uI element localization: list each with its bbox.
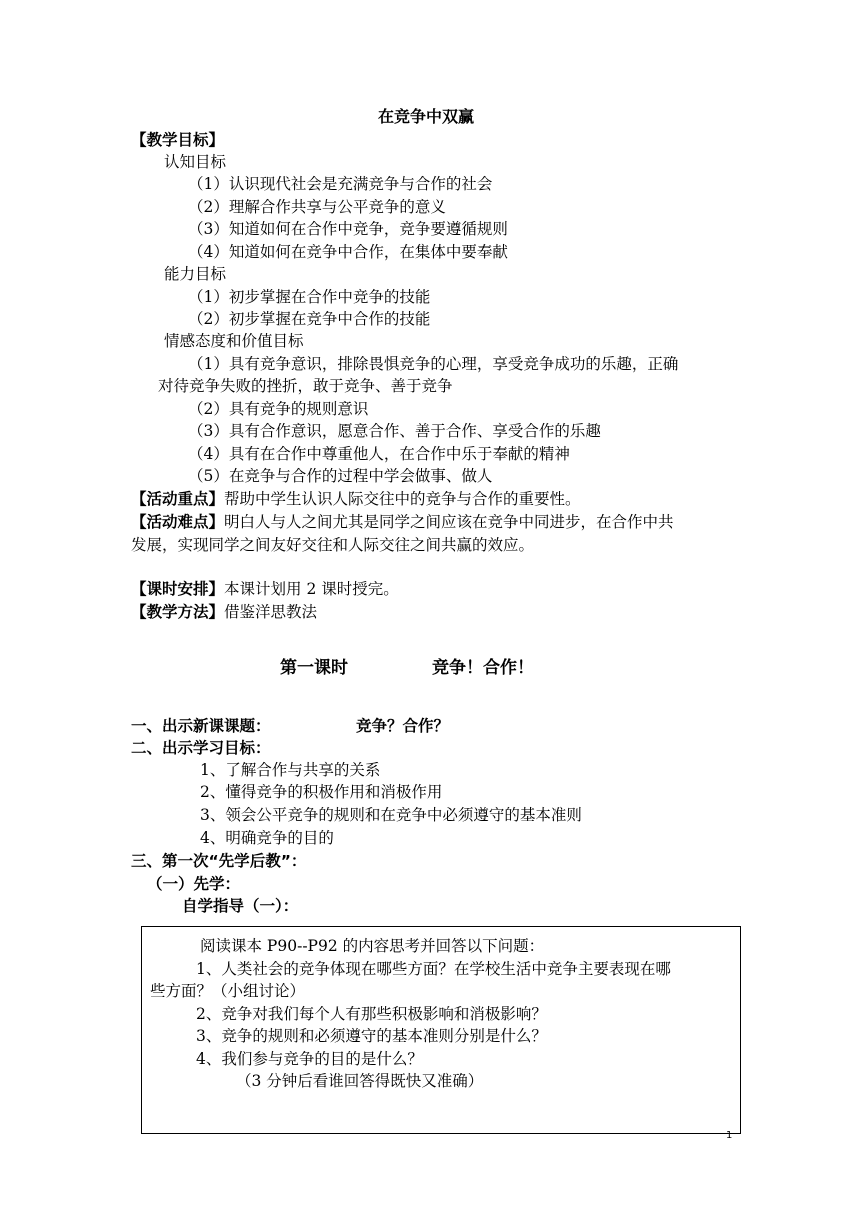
teaching-method-label: 【教学方法】 bbox=[131, 603, 225, 621]
activity-focus bbox=[131, 488, 581, 510]
self-study-guide-label: 自学指导（一）： bbox=[182, 897, 299, 915]
emotion-goal-item-continued: 对待竞争失败的挫折，敢于竞争、善于竞争 bbox=[158, 377, 453, 395]
lesson-title: 竞争！合作！ bbox=[432, 658, 534, 678]
teaching-method bbox=[131, 601, 317, 623]
emotion-goal-item: （4）具有在合作中尊重他人，在合作中乐于奉献的精神 bbox=[188, 445, 570, 463]
lesson-label: 第一课时 bbox=[280, 658, 348, 678]
activity-difficulty bbox=[131, 511, 674, 533]
box-question-continued: 些方面？（小组讨论） bbox=[150, 982, 306, 1000]
cognitive-goal-item: （2）理解合作共享与公平竞争的意义 bbox=[188, 198, 446, 216]
lesson-schedule bbox=[131, 578, 399, 600]
ability-goals-label: 能力目标 bbox=[164, 265, 227, 283]
cognitive-goals-label: 认知目标 bbox=[164, 153, 227, 171]
section-3-sub-label: （一）先学： bbox=[147, 875, 241, 893]
page-number: 1 bbox=[726, 1130, 733, 1141]
box-intro: 阅读课本 P90--P92 的内容思考并回答以下问题： bbox=[200, 937, 545, 955]
section-1-topic: 竞争？合作？ bbox=[356, 717, 450, 735]
box-question: 1、人类社会的竞争体现在哪些方面？在学校生活中竞争主要表现在哪 bbox=[196, 960, 671, 978]
activity-difficulty-continued: 发展，实现同学之间友好交往和人际交往之间共赢的效应。 bbox=[131, 536, 535, 554]
box-question: 3、竞争的规则和必须遵守的基本准则分别是什么？ bbox=[196, 1027, 547, 1045]
lesson-schedule-text: 本课计划用 2 课时授完。 bbox=[224, 580, 399, 598]
emotion-goals-label: 情感态度和价值目标 bbox=[164, 332, 304, 350]
section-1-label: 一、出示新课课题： bbox=[131, 717, 271, 735]
cognitive-goal-item: （4）知道如何在竞争中合作，在集体中要奉献 bbox=[188, 243, 508, 261]
lesson-schedule-label: 【课时安排】 bbox=[131, 580, 225, 598]
learning-goal-item: 4、明确竞争的目的 bbox=[200, 829, 334, 847]
emotion-goal-item: （1）具有竞争意识，排除畏惧竞争的心理，享受竞争成功的乐趣，正确 bbox=[188, 355, 679, 373]
box-question: 2、竞争对我们每个人有那些积极影响和消极影响？ bbox=[196, 1005, 547, 1023]
activity-difficulty-text: 明白人与人之间尤其是同学之间应该在竞争中同进步，在合作中共 bbox=[224, 513, 674, 531]
cognitive-goal-item: （1）认识现代社会是充满竞争与合作的社会 bbox=[188, 175, 493, 193]
activity-focus-text: 帮助中学生认识人际交往中的竞争与合作的重要性。 bbox=[224, 490, 581, 508]
cognitive-goal-item: （3）知道如何在合作中竞争，竞争要遵循规则 bbox=[188, 220, 508, 238]
ability-goal-item: （1）初步掌握在合作中竞争的技能 bbox=[188, 288, 431, 306]
section-2-label: 二、出示学习目标： bbox=[131, 739, 271, 757]
activity-difficulty-label: 【活动难点】 bbox=[131, 513, 225, 531]
learning-goal-item: 3、领会公平竞争的规则和在竞争中必须遵守的基本准则 bbox=[200, 806, 582, 824]
goals-header: 【教学目标】 bbox=[131, 131, 225, 149]
emotion-goal-item: （3）具有合作意识，愿意合作、善于合作、享受合作的乐趣 bbox=[188, 422, 601, 440]
section-3-label: 三、第一次“先学后教”： bbox=[131, 852, 307, 870]
document-title: 在竞争中双赢 bbox=[378, 107, 475, 126]
learning-goal-item: 2、懂得竞争的积极作用和消极作用 bbox=[200, 783, 443, 801]
ability-goal-item: （2）初步掌握在竞争中合作的技能 bbox=[188, 310, 431, 328]
activity-focus-label: 【活动重点】 bbox=[131, 490, 225, 508]
box-note: （3 分钟后看谁回答得既快又准确） bbox=[236, 1072, 484, 1090]
emotion-goal-item: （2）具有竞争的规则意识 bbox=[188, 400, 369, 418]
learning-goal-item: 1、了解合作与共享的关系 bbox=[200, 761, 381, 779]
box-question: 4、我们参与竞争的目的是什么？ bbox=[196, 1050, 423, 1068]
emotion-goal-item: （5）在竞争与合作的过程中学会做事、做人 bbox=[188, 467, 493, 485]
teaching-method-text: 借鉴洋思教法 bbox=[224, 603, 318, 621]
